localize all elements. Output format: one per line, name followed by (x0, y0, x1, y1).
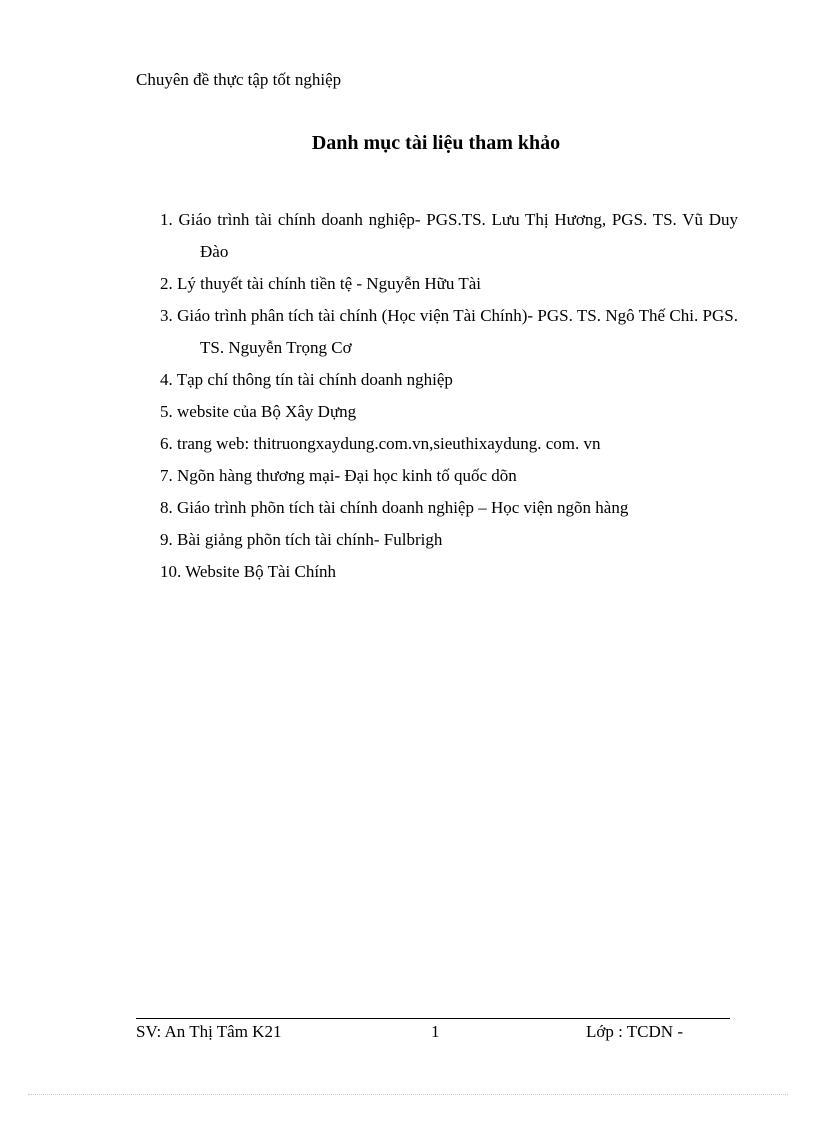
reference-list (160, 204, 738, 588)
list-item-number: 2. (160, 274, 173, 293)
footer-divider (136, 1018, 730, 1019)
list-item-number: 4. (160, 370, 173, 389)
list-item (160, 396, 738, 428)
list-item-text: Giáo trình tài chính doanh nghiệp- PGS.TS. Lưu Thị Hương, PGS. TS. Vũ Duy Đào (178, 210, 738, 261)
list-item-text: Bài giảng phõn tích tài chính- Fulbrigh (177, 530, 443, 549)
list-item-text: Giáo trình phõn tích tài chính doanh nghiệp – Học viện ngõn hàng (177, 498, 629, 517)
list-item-number: 10. (160, 562, 182, 581)
list-item (160, 492, 738, 524)
list-item (160, 300, 738, 364)
page-bottom-dotted-line (28, 1094, 788, 1095)
list-item (160, 268, 738, 300)
footer-page-number: 1 (431, 1022, 440, 1041)
running-header: Chuyên đề thực tập tốt nghiệp (136, 70, 342, 89)
list-item (160, 428, 738, 460)
list-item-text: Ngõn hàng thương mại- Đại học kinh tố quốc dõn (177, 466, 517, 485)
list-item (160, 204, 738, 268)
list-item-number: 1. (160, 210, 173, 229)
list-item-text: Giáo trình phân tích tài chính (Học viện Tài Chính)- PGS. TS. Ngô Thế Chi. PGS. TS. Nguyễn Trọng Cơ (177, 306, 738, 357)
list-item-number: 5. (160, 402, 173, 421)
list-item-text: Lý thuyết tài chính tiền tệ - Nguyễn Hữu Tài (177, 274, 481, 293)
list-item (160, 524, 738, 556)
list-item-text: trang web: thitruongxaydung.com.vn,sieuthixaydung. com. vn (177, 434, 601, 453)
list-item (160, 364, 738, 396)
list-item-number: 6. (160, 434, 173, 453)
list-item (160, 460, 738, 492)
list-item-number: 3. (160, 306, 173, 325)
list-item-text: Website Bộ Tài Chính (185, 562, 337, 581)
list-item-number: 8. (160, 498, 173, 517)
list-item-text: Tạp chí thông tín tài chính doanh nghiệp (176, 370, 453, 389)
page-title: Danh mục tài liệu tham khảo (311, 132, 561, 154)
list-item-text: website của Bộ Xây Dựng (177, 402, 357, 421)
footer-student-name: SV: An Thị Tâm K21 (136, 1022, 282, 1041)
footer-class-label: Lớp : TCDN - (586, 1022, 683, 1041)
list-item-number: 9. (160, 530, 173, 549)
list-item-number: 7. (160, 466, 173, 485)
list-item (160, 556, 738, 588)
